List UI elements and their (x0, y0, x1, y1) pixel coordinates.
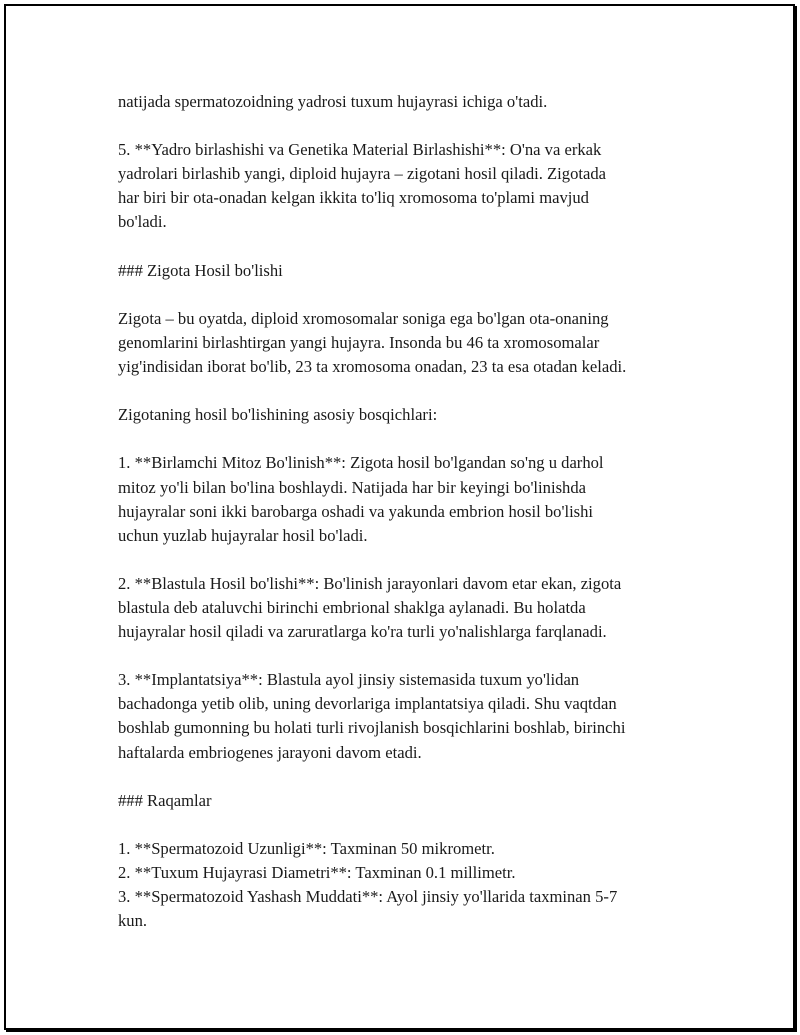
list-item: 2. **Tuxum Hujayrasi Diametri**: Taxminan 0.1 millimetr. (118, 863, 516, 882)
heading-zigota: ### Zigota Hosil bo'lishi (118, 260, 283, 280)
heading-raqamlar: ### Raqamlar (118, 790, 212, 810)
list-item: 1. **Spermatozoid Uzunligi**: Taxminan 50 mikrometr. (118, 838, 495, 858)
paragraph-step-5: 5. **Yadro birlashishi va Genetika Material Birlashishi**: O'na va erkak yadrolari birlashib yangi, diploid hujayra – zigotani hosil qiladi. Zigotada har biri bir ota-onadan kelgan ikkita to'liq xromosoma to'plami mavjud bo'ladi. (118, 140, 607, 232)
paragraph-stages-intro: Zigotaning hosil bo'lishining asosiy bosqichlari: (118, 405, 438, 425)
paragraph-stage-1: 1. **Birlamchi Mitoz Bo'linish**: Zigota hosil bo'lgandan so'ng u darhol mitoz yo'li bilan bo'lina boshlaydi. Natijada har bir keyingi bo'linishda hujayralar soni ikki barobarga oshadi va yakunda embrion hosil bo'lishi uchun yuzlab hujayralar hosil bo'ladi. (118, 453, 604, 545)
paragraph-stage-3: 3. **Implantatsiya**: Blastula ayol jinsiy sistemasida tuxum yo'lidan bachadonga yetib olib, uning devorlariga implantatsiya qiladi. Shu vaqtdan boshlab gumonning bu holati turli rivojlanish bosqichlarini boshlab, birinchi haftalarda embriogenes jarayoni davom etadi. (118, 670, 626, 762)
paragraph-stage-2: 2. **Blastula Hosil bo'lishi**: Bo'linish jarayonlari davom etar ekan, zigota blastula deb ataluvchi birinchi embrional shaklga aylanadi. Bu holatda hujayralar hosil qiladi va zaruratlarga ko'ra turli yo'nalishlarga farqlanadi. (118, 573, 622, 642)
paragraph-continuation: natijada spermatozoidning yadrosi tuxum hujayrasi ichiga o'tadi. (118, 92, 548, 111)
paragraph-zigota-definition: Zigota – bu oyatda, diploid xromosomalar soniga ega bo'lgan ota-onaning genomlarini birlashtirgan yangi hujayra. Insonda bu 46 ta xromosomalar yig'indisidan iborat bo'lib, 23 ta xromosoma onadan, 23 ta esa otadan keladi. (118, 308, 627, 377)
list-item: 3. **Spermatozoid Yashash Muddati**: Ayol jinsiy yo'llarida taxminan 5-7 kun. (118, 887, 618, 931)
document-body (118, 90, 708, 933)
